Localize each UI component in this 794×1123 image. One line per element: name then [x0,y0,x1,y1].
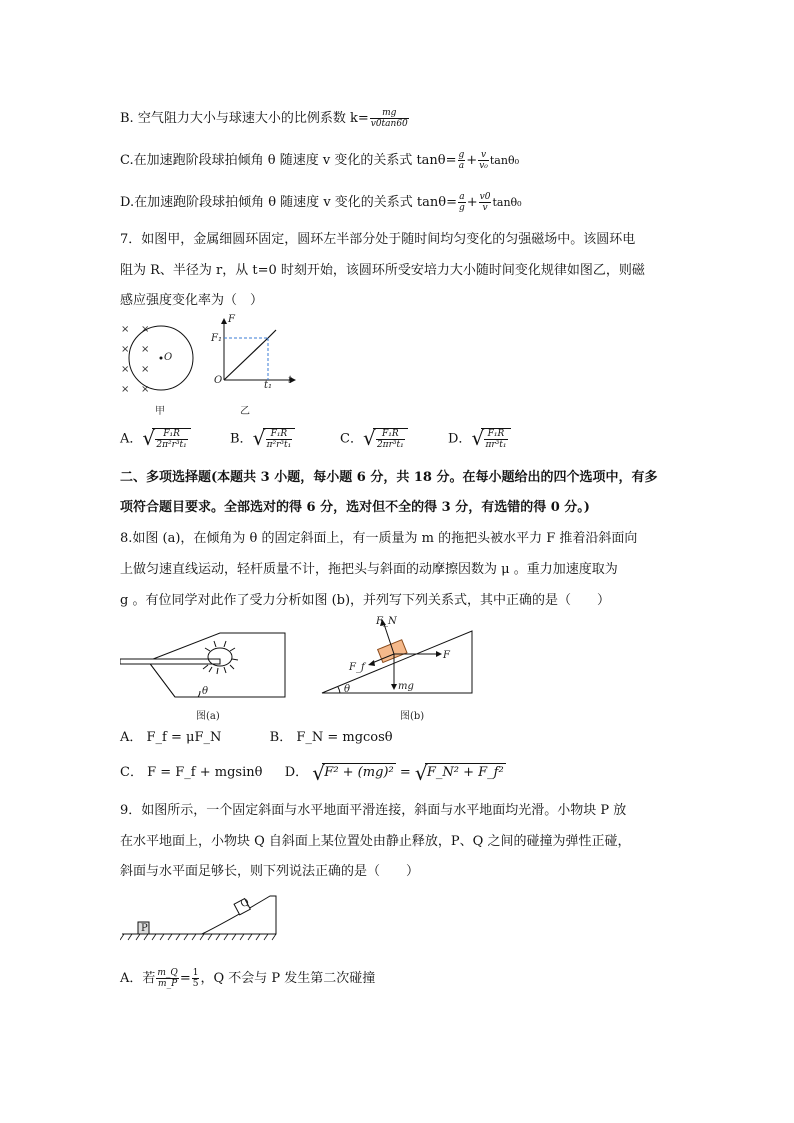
section2-line2: 项符合题目要求。全部选对的得 6 分，选对但不全的得 3 分，有选错的得 0 分。) [120,500,590,515]
svg-text:×: × [121,324,130,335]
q7-options [120,428,640,458]
q8-option-a: A． F_f = μF_N [120,730,222,745]
svg-text:×: × [141,324,150,335]
q7-axis-t: t [288,375,293,386]
fraction: $\frac{a}{g}$ [459,192,465,213]
svg-text:×: × [121,384,130,395]
q8-b-f: F [443,650,450,661]
svg-text:×: × [141,384,150,395]
q8-option-b: B． F_N = mgcosθ [269,730,393,745]
q8-b-fn: F_N [376,616,397,627]
q7-origin: O [214,375,223,386]
option-label: B. [120,111,134,126]
fraction: $\frac{m\_Q}{m\_P}$ [157,968,178,989]
q8-line3: g 。有位同学对此作了受力分析如图 (b)，并列写下列关系式，其中正确的是（ ） [120,593,611,608]
q8-caption-a: 图(a) [196,711,220,722]
section2-line1: 二、多项选择题(本题共 3 小题，每小题 6 分，共 18 分。在每小题给出的四个选项中，有多 [120,470,658,485]
q6-option-d: D.在加速跑阶段球拍倾角 θ 随速度 v 变化的关系式 tanθ= $\frac{a}{g}$ + $\frac{v0}{v}$ tanθ₀ [120,192,522,213]
q8-b-ff: F_f [349,662,365,673]
q7-line2: 阻为 R、半径为 r，从 t=0 时刻开始，该圆环所受安培力大小随时间变化规律如图乙，则磁 [120,263,645,278]
q7-option-a: A． √ $\frac{\text{F₁R}}{\text{2π²r³t₁}}$ [120,428,191,450]
q9-line2: 在水平地面上，小物块 Q 自斜面上某位置处由静止释放，P、Q 之间的碰撞为弹性正碰， [120,834,631,849]
q7-center-label: O [164,352,173,363]
q7-line3: 感应强度变化率为（ ） [120,293,264,308]
fraction: $\frac{v0}{v}$ [479,192,491,213]
q8-b-theta: θ [344,684,351,695]
q7-figure-jia [118,318,198,398]
q7-option-c: C． √ $\frac{\text{F₁R}}{\text{2πr³t₁}}$ [340,428,408,450]
q7-f1-label: F₁ [211,333,222,344]
q8-caption-b: 图(b) [400,711,425,722]
q7-option-b: B． √ $\frac{\text{F₁R}}{\text{π²r³t₁}}$ [230,428,295,450]
q9-line3: 斜面与水平面足够长，则下列说法正确的是（ ） [120,864,420,879]
q9-line1: 9．如图所示，一个固定斜面与水平地面平滑连接，斜面与水平地面均光滑。小物块 P 放 [120,803,627,818]
option-text: D.在加速跑阶段球拍倾角 θ 随速度 v 变化的关系式 tanθ= [120,195,457,210]
svg-text:×: × [121,364,130,375]
q8-option-d: D． √ F² + (mg)² = √ F_N² + F_f² [284,761,504,785]
q6-option-c: C.在加速跑阶段球拍倾角 θ 随速度 v 变化的关系式 tanθ= $\frac{g}{a}$ + $\frac{v}{\text{v₀}}$ tanθ₀ [120,150,519,171]
fraction: $\frac{g}{a}$ [458,150,465,171]
q9-option-a: A．若 $\frac{m\_Q}{m\_P}$ = $\frac{1}{5}$ ，Q 不会与 P 发生第二次碰撞 [120,968,376,989]
q8-option-c: C． F = F_f + mgsinθ [120,765,263,780]
q8-line2: 上做匀速直线运动，轻杆质量不计，拖把头与斜面的动摩擦因数为 μ 。重力加速度取为 [120,562,618,577]
q7-axis-f: F [228,314,235,325]
q9-p-label: P [141,923,148,934]
fraction: $\frac{mg}{v0\tan 60}$ [370,108,408,129]
q8-options-ab [120,729,393,747]
option-text: C.在加速跑阶段球拍倾角 θ 随速度 v 变化的关系式 tanθ= [120,153,457,168]
option-text: 空气阻力大小与球速大小的比例系数 k= [137,111,369,126]
q6-option-b [120,108,410,129]
q8-line1: 8.如图 (a)，在倾角为 θ 的固定斜面上，有一质量为 m 的拖把头被水平力 F 推着沿斜面向 [120,531,638,546]
q8-a-theta: θ [202,686,209,697]
q9-figure [120,890,280,942]
q7-caption-jia: 甲 [155,406,165,417]
fraction: $\frac{v}{\text{v₀}}$ [479,150,488,171]
q8-b-mg: mg [398,681,414,692]
q7-line1: 7．如图甲，金属细圆环固定，圆环左半部分处于随时间均匀变化的匀强磁场中。该圆环电 [120,232,636,247]
q7-option-d: D． √ $\frac{\text{F₁R}}{\text{πr³t₁}}$ [448,428,511,450]
svg-text:×: × [141,364,150,375]
q7-t1-label: t₁ [264,380,273,391]
q7-figure-yi [210,316,300,391]
q7-caption-yi: 乙 [240,406,250,417]
svg-text:×: × [121,344,130,355]
q9-q-label: Q [238,896,252,911]
q8-options-cd [120,761,506,785]
svg-text:×: × [141,344,150,355]
fraction: $\frac{1}{5}$ [192,968,199,989]
